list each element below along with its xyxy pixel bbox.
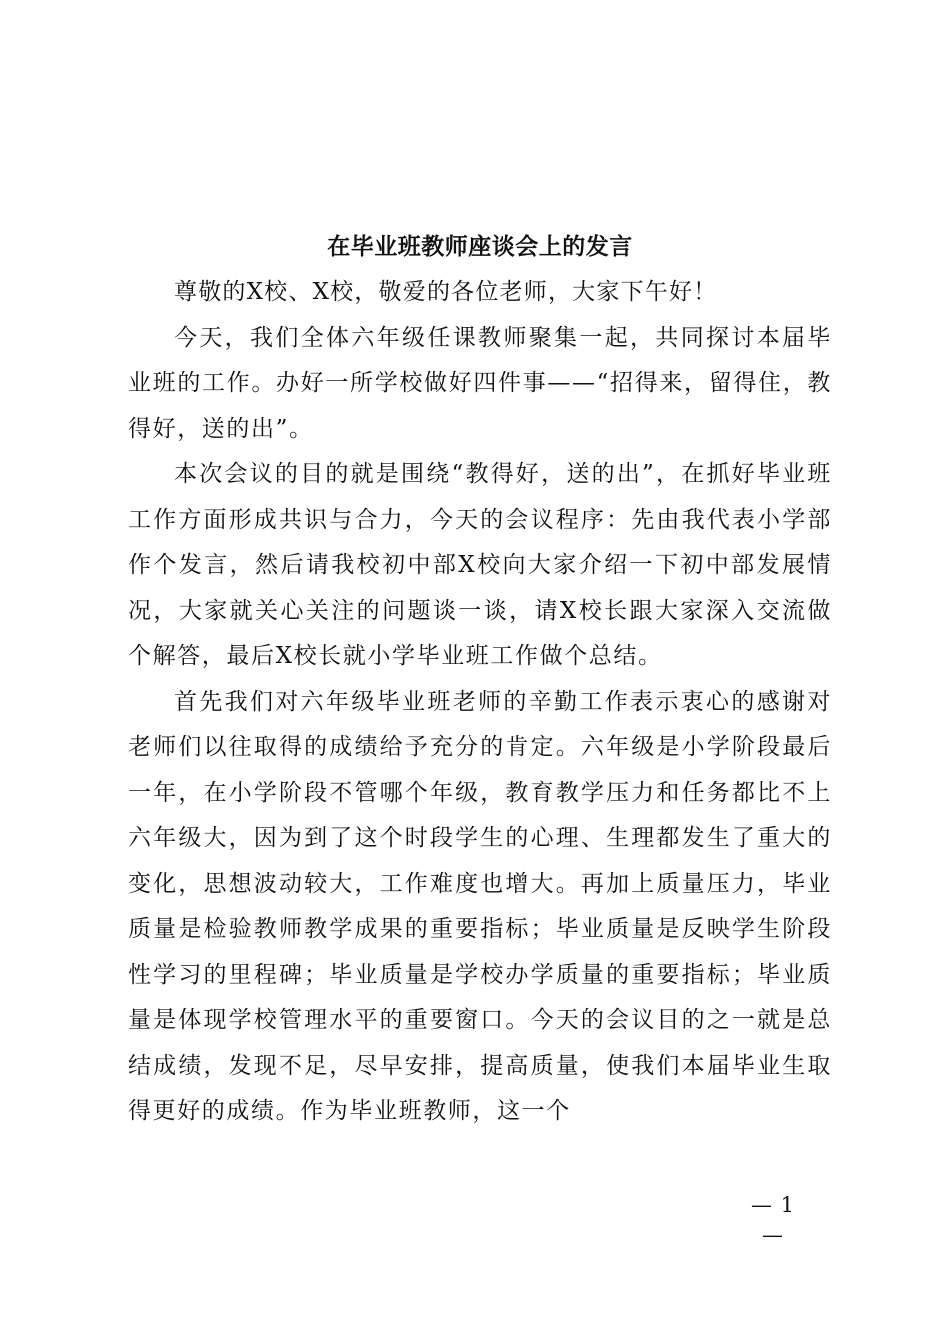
meeting-purpose-paragraph: 本次会议的目的就是围绕“教得好，送的出”，在抓好毕业班工作方面形成共识与合力，今天的会议程序：先由我代表小学部作个发言，然后请我校初中部X校向大家介绍一下初中部发展情况，大家就关心关注的问题谈一谈，请X校长跟大家深入交流做个解答，最后X校长就小学毕业班工作做个总结。 — [128, 461, 832, 669]
document-body — [128, 224, 832, 1135]
salutation-paragraph: 尊敬的X校、X校，敬爱的各位老师，大家下午好！ — [174, 279, 718, 305]
thanks-paragraph: 首先我们对六年级毕业班老师的辛勤工作表示衷心的感谢对老师们以往取得的成绩给予充分的肯定。六年级是小学阶段最后一年，在小学阶段不管哪个年级，教育教学压力和任务都比不上六年级大，因为到了这个时段学生的心理、生理都发生了重大的变化，思想波动较大，工作难度也增大。再加上质量压力，毕业质量是检验教师教学成果的重要指标；毕业质量是反映学生阶段性学习的里程碑；毕业质量是学校办学质量的重要指标；毕业质量是体现学校管理水平的重要窗口。今天的会议目的之一就是总结成绩，发现不足，尽早安排，提高质量，使我们本届毕业生取得更好的成绩。作为毕业班教师，这一个 — [128, 688, 832, 1124]
intro-paragraph: 今天，我们全体六年级任课教师聚集一起，共同探讨本届毕业班的工作。办好一所学校做好四件事——“招得来，留得住，教得好，送的出”。 — [128, 324, 832, 442]
page-number: — 1 — — [750, 1193, 796, 1247]
document-title: 在毕业班教师座谈会上的发言 — [327, 233, 633, 260]
